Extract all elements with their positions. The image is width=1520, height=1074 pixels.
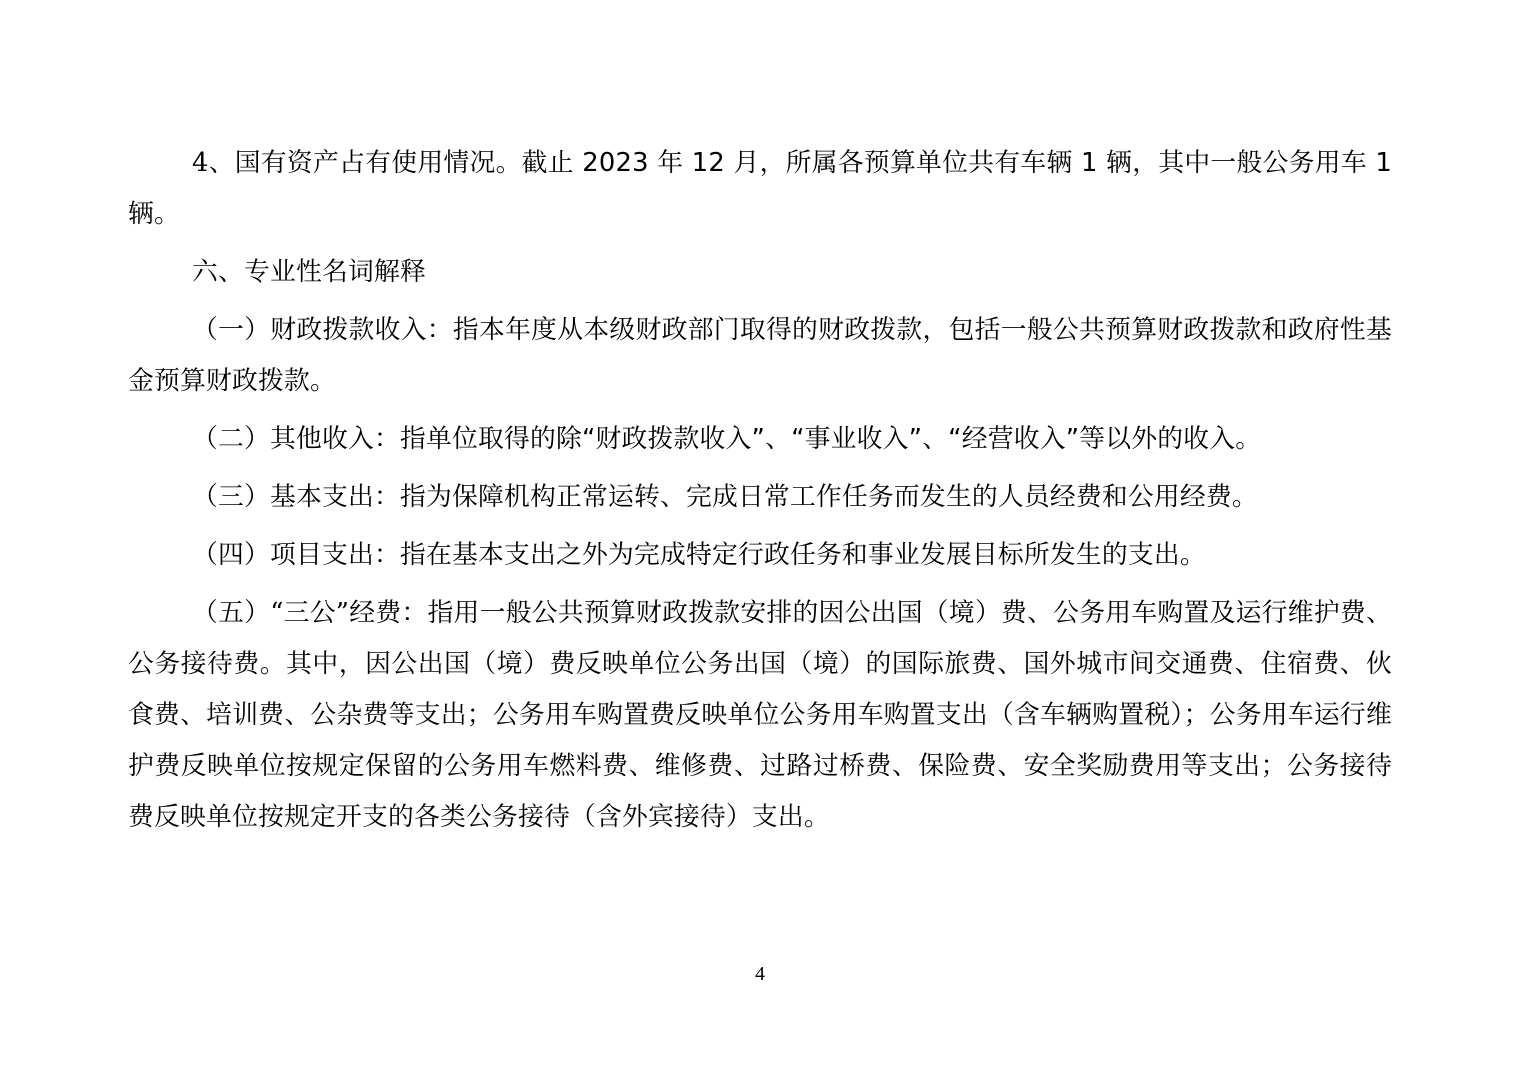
page-number: 4: [755, 963, 765, 985]
document-body: [128, 138, 1392, 850]
paragraph-text: 指为保障机构正常运转、完成日常工作任务而发生的人员经费和公用经费。: [399, 482, 1258, 512]
section-heading-terms: [128, 247, 1392, 298]
paragraph-state-assets: [128, 138, 1392, 240]
paragraph-lead: 4、国有资产占有使用情况。: [192, 148, 522, 178]
paragraph-fiscal-appropriation-income: [128, 305, 1392, 407]
paragraph-basic-expenditure: [128, 472, 1392, 523]
paragraph-project-expenditure: [128, 530, 1392, 581]
paragraph-three-public-expenses: [128, 588, 1392, 843]
paragraph-lead: （二）其他收入：: [192, 424, 400, 454]
paragraph-lead: （一）财政拨款收入：: [192, 315, 453, 345]
paragraph-text: 指本年度从本级财政部门取得的财政拨款，包括一般公共预算财政拨款和政府性基金预算财政拨款。: [128, 315, 1392, 396]
paragraph-text: 指单位取得的除“财政拨款收入”、“事业收入”、“经营收入”等以外的收入。: [399, 424, 1262, 454]
paragraph-text: 指在基本支出之外为完成特定行政任务和事业发展目标所发生的支出。: [399, 540, 1206, 570]
paragraph-lead: （四）项目支出：: [192, 540, 400, 570]
paragraph-lead: （三）基本支出：: [192, 482, 400, 512]
paragraph-text: 截止 2023 年 12 月，所属各预算单位共有车辆 1 辆，其中一般公务用车 1 辆。: [128, 148, 1393, 229]
paragraph-lead: （五）“三公”经费：: [192, 598, 428, 628]
paragraph-text: 指用一般公共预算财政拨款安排的因公出国（境）费、公务用车购置及运行维护费、公务接待费。其中，因公出国（境）费反映单位公务出国（境）的国际旅费、国外城市间交通费、住宿费、伙食费、培训费、公杂费等支出；公务用车购置费反映单位公务用车购置支出（含车辆购置税）；公务用车运行维护费反映单位按规定保留的公务用车燃料费、维修费、过路过桥费、保险费、安全奖励费用等支出；公务接待费反映单位按规定开支的各类公务接待（含外宾接待）支出。: [128, 598, 1392, 832]
section-heading-text: 六、专业性名词解释: [192, 257, 426, 287]
paragraph-other-income: [128, 414, 1392, 465]
